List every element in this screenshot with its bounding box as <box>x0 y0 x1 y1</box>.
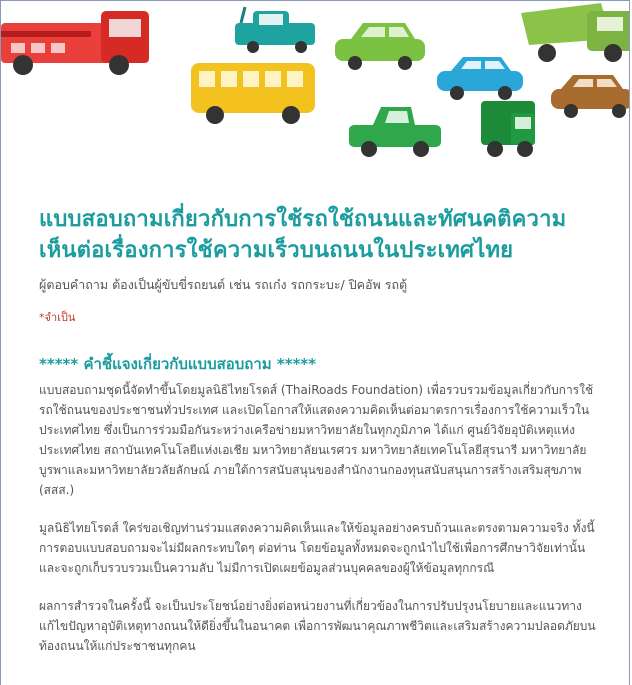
blue-car-icon <box>437 57 523 100</box>
dump-truck-icon <box>521 3 630 62</box>
tow-truck-icon <box>235 7 315 53</box>
header-banner <box>1 1 630 166</box>
form-content <box>39 204 599 656</box>
form-title: แบบสอบถามเกี่ยวกับการใช้รถใช้ถนนและทัศนคติความเห็นต่อเรื่องการใช้ความเร็วบนถนนในประเทศไทย <box>39 207 567 263</box>
green-van-icon <box>481 101 535 157</box>
bus-icon <box>191 63 315 124</box>
brown-car-icon <box>551 75 630 118</box>
green-car-icon <box>335 23 425 70</box>
fire-truck-icon <box>1 11 149 75</box>
form-subtitle: ผู้ตอบคำถาม ต้องเป็นผู้ขับขี่รถยนต์ เช่น รถเก๋ง รถกระบะ/ ปิคอัพ รถตู้ <box>39 277 408 292</box>
description-paragraph: มูลนิธิไทยโรดส์ ใคร่ขอเชิญท่านร่วมแสดงความคิดเห็นและให้ข้อมูลอย่างครบถ้วนและตรงตามความจริง ทั้งนี้ การตอบแบบสอบถามจะไม่มีผลกระทบใดๆ ต่อท่าน โดยข้อมูลทั้งหมดจะถูกนำไปใช้เพื่อการศึกษาวิจัยเท่านั้นและจะถูกเก็บรวบรวมเป็นความลับ ไม่มีการเปิดเผยข้อมูลส่วนบุคคลของผู้ให้ข้อมูลทุกกรณี <box>39 521 595 575</box>
description-paragraph: แบบสอบถามชุดนี้จัดทำขึ้นโดยมูลนิธิไทยโรดส์ (ThaiRoads Foundation) เพื่อรวบรวมข้อมูลเกี่ยวกับการใช้รถใช้ถนนของประชาชนทั่วประเทศ และเปิดโอกาสให้แสดงความคิดเห็นต่อมาตรการเรื่องการใช้ความเร็วในประเทศไทย ซึ่งเป็นการร่วมมือกันระหว่างเครือข่ายมหาวิทยาลัยในทุกภูมิภาค ได้แก่ ศูนย์วิจัยอุบัติเหตุแห่งประเทศไทย สถาบันเทคโนโลยีแห่งเอเชีย มหาวิทยาลัยนเรศวร มหาวิทยาลัยเทคโนโลยีสุรนารี มหาวิทยาลัยบูรพาและมหาวิทยาลัยวลัยลักษณ์ ภายใต้การสนับสนุนของสำนักงานกองทุนสนับสนุนการสร้างเสริมสุขภาพ (สสส.) <box>39 383 594 497</box>
description-paragraph: ผลการสำรวจในครั้งนี้ จะเป็นประโยชน์อย่างยิ่งต่อหน่วยงานที่เกี่ยวข้องในการปรับปรุงนโยบายและแนวทางแก้ไขปัญหาอุบัติเหตุทางถนนให้ดียิ่งขึ้นในอนาคต เพื่อการพัฒนาคุณภาพชีวิตและเสริมสร้างความปลอดภัยบนท้องถนนให้แก่ประชาชนทุกคน <box>39 599 596 653</box>
pickup-truck-icon <box>349 107 441 157</box>
required-note: *จำเป็น <box>39 311 76 324</box>
section-title: ***** คำชี้แจงเกี่ยวกับแบบสอบถาม ***** <box>39 355 317 373</box>
